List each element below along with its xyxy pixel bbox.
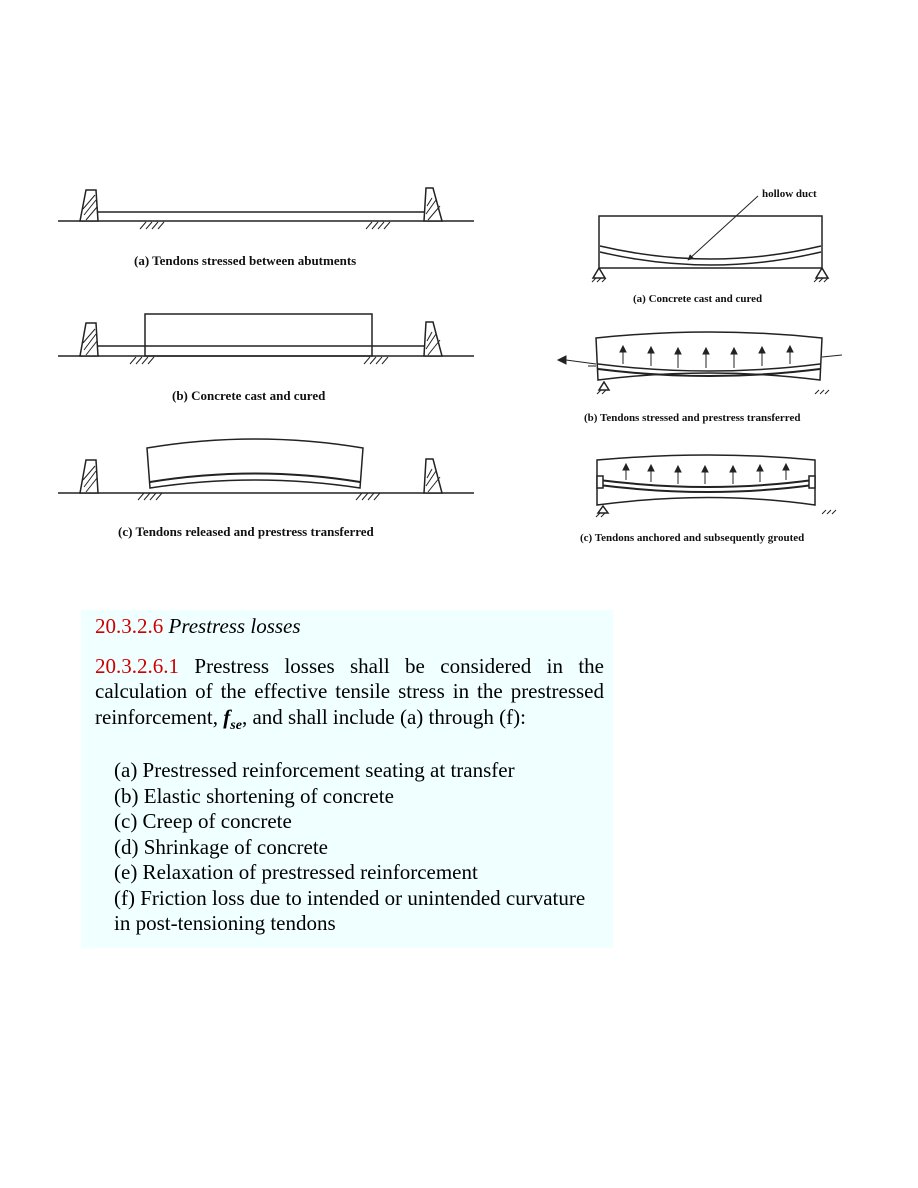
list-item: (d) Shrinkage of concrete [114, 834, 328, 859]
list-item: (a) Prestressed reinforcement seating at transfer [114, 758, 515, 783]
section-number: 20.3.2.6 [95, 614, 164, 638]
posttension-caption-c: (c) Tendons anchored and subsequently grouted [580, 532, 805, 544]
pretension-caption-b: (b) Concrete cast and cured [172, 388, 326, 403]
list-item: (f) Friction loss due to intended or unintended curvature in post-tensioning tendons [114, 885, 586, 936]
pretension-caption-c: (c) Tendons released and prestress transferred [118, 524, 374, 539]
clause-paragraph [95, 654, 604, 739]
section-title: Prestress losses [168, 614, 301, 638]
posttension-caption-a: (a) Concrete cast and cured [633, 293, 763, 305]
clause-number: 20.3.2.6.1 [95, 653, 179, 678]
pretension-caption-a: (a) Tendons stressed between abutments [134, 253, 357, 268]
posttension-caption-b: (b) Tendons stressed and prestress transferred [584, 412, 801, 424]
loss-items-list [114, 758, 604, 937]
list-item: (b) Elastic shortening of concrete [114, 783, 394, 808]
code-provision-box [81, 610, 613, 948]
list-item: (e) Relaxation of prestressed reinforcement [114, 860, 478, 885]
fse-symbol-sub: se [230, 717, 242, 733]
hollow-duct-label: hollow duct [762, 188, 817, 200]
section-heading [95, 614, 604, 640]
list-item: (c) Creep of concrete [114, 809, 292, 834]
posttension-diagram-c [0, 0, 918, 560]
fse-symbol-main: f [223, 704, 231, 729]
clause-text-after: , and shall include (a) through (f): [241, 704, 526, 729]
clause-text-before: Prestress losses shall be considered in the calculation of the effective tensile stress in the prestressed reinforcement, [95, 653, 604, 729]
fse-symbol [223, 704, 242, 733]
